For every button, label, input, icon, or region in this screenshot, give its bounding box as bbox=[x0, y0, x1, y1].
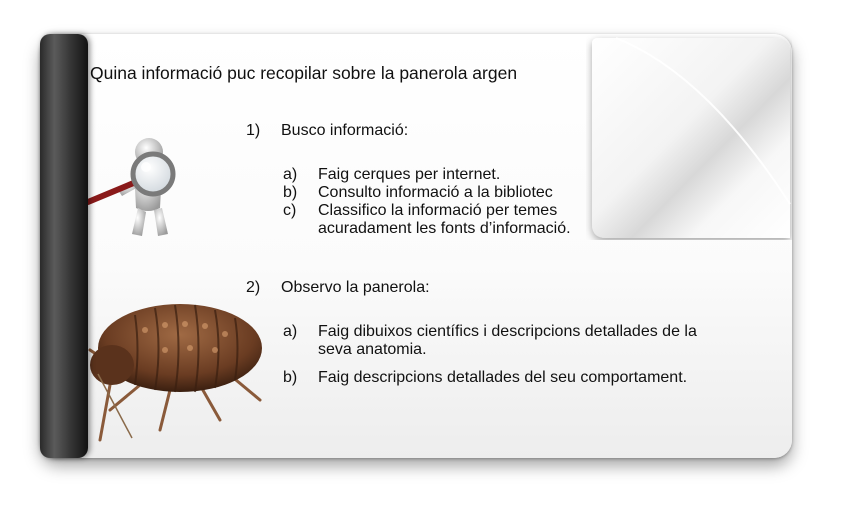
list-item: Consulto informació a la bibliotec bbox=[318, 184, 553, 201]
list-item-continuation: acuradament les fonts d’informació. bbox=[318, 220, 571, 237]
section1-heading: Busco informació: bbox=[281, 122, 409, 139]
list-marker: c) bbox=[283, 202, 297, 219]
list-item: Faig cerques per internet. bbox=[318, 166, 501, 183]
binder-spine bbox=[40, 34, 88, 458]
section1-number: 1) bbox=[246, 122, 261, 139]
list-marker: b) bbox=[283, 369, 298, 386]
magnifier-figure-icon bbox=[84, 134, 188, 246]
section2-number: 2) bbox=[246, 279, 261, 296]
list-item-continuation: seva anatomia. bbox=[318, 341, 427, 358]
list-item: Faig dibuixos científics i descripcions detallades de la bbox=[318, 323, 697, 340]
list-item: Classifico la informació per temes bbox=[318, 202, 558, 219]
slide-title: Quina informació puc recopilar sobre la panerola argen bbox=[90, 63, 518, 83]
list-marker: a) bbox=[283, 166, 298, 183]
list-marker: b) bbox=[283, 184, 298, 201]
page-curl bbox=[586, 34, 792, 240]
section2-heading: Observo la panerola: bbox=[281, 279, 430, 296]
list-item: Faig descripcions detallades del seu comportament. bbox=[318, 369, 688, 386]
list-marker: a) bbox=[283, 323, 298, 340]
cockroach-image bbox=[80, 290, 270, 450]
